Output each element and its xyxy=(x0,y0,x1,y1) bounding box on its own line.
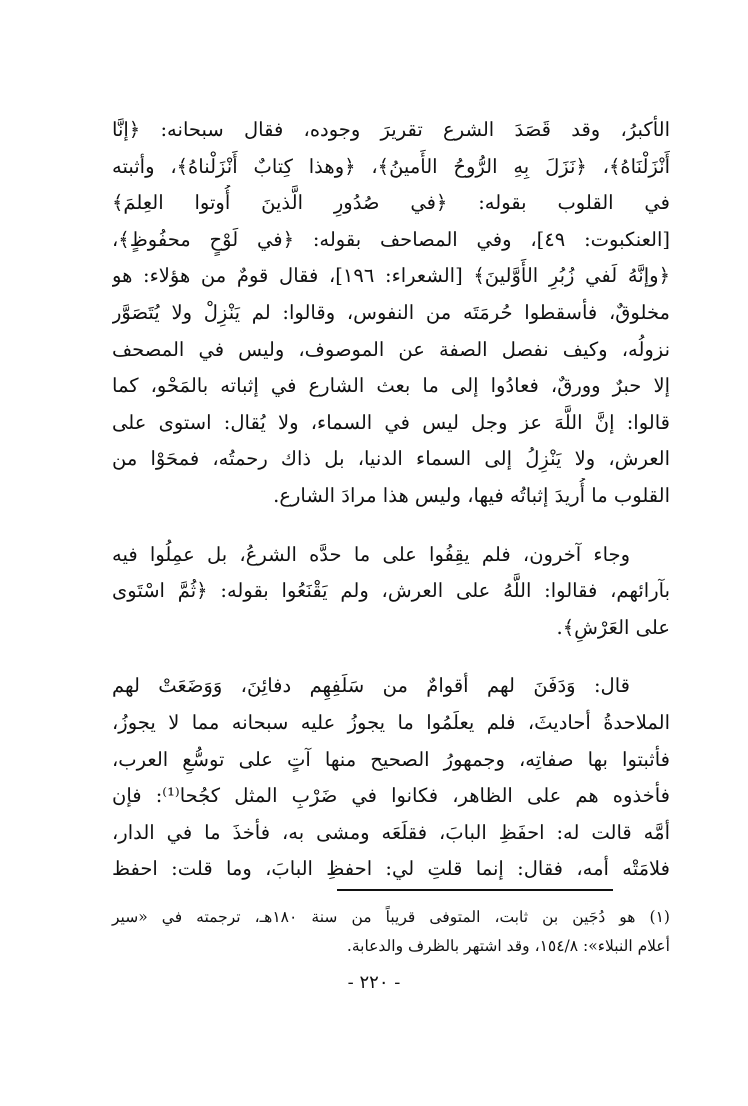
page-number: - ٢٢٠ - xyxy=(347,972,401,993)
text-line: نزولُه، وكيف نفصل الصفة عن الموصوف، وليس في المصحف xyxy=(112,337,670,361)
text-line: في القلوب بقوله: ﴿في صُدُورِ الَّذينَ أُوتوا العِلمَ﴾ xyxy=(112,191,670,215)
text-line: قالوا: إنَّ اللَّهَ عز وجل ليس في السماء، ولا يُقال: استوى على xyxy=(112,410,670,434)
text-line: فأثبتوا بها صفاتِه، وجمهورُ الصحيح منها آتٍ على توسُّعِ العرب، xyxy=(112,747,670,771)
text-line: الأكبرُ، وقد قَصَدَ الشرع تقريرَ وجوده، فقال سبحانه: ﴿إنَّا xyxy=(112,118,670,141)
footnote-line: أعلام النبلاء»: ١٥٤/٨، وقد اشتهر بالظرف والدعابة. xyxy=(346,937,670,955)
footnote-divider xyxy=(337,889,613,891)
main-text xyxy=(112,112,670,888)
text-line: فأخذوه هم على الظاهر، فكانوا في ضَرْبِ المثل كجُحا⁽¹⁾: فإن xyxy=(112,784,670,808)
paragraph xyxy=(112,668,670,888)
text-line: قال: وَدَفَنَ لهم أقوامٌ من سَلَفِهِم دفائِنَ، وَوَضَعَتْ لهم xyxy=(112,674,630,698)
text-line: بآرائهم، فقالوا: اللَّهُ على العرش، ولم يَقْنَعُوا بقوله: ﴿ثُمَّ اسْتَوى xyxy=(112,579,670,603)
paragraph-gap xyxy=(112,646,670,668)
paragraph-gap xyxy=(112,515,670,537)
text-line: إلا حبرٌ وورقٌ، فعادُوا إلى ما بعث الشارع في إثباته بالمَحْو، كما xyxy=(112,374,670,398)
text-line: وجاء آخرون، فلم يقِفُوا على ما حدَّه الشرعُ، بل عمِلُوا فيه xyxy=(112,542,630,566)
text-line: على العَرْشِ﴾. xyxy=(556,615,670,639)
footnote-line: (١) هو دُجَين بن ثابت، المتوفى قريباً من سنة ١٨٠هـ، ترجمته في «سير xyxy=(112,908,670,926)
text-line: أمَّه قالت له: احفَظِ البابَ، فقلَعَه ومشى به، فأخذَ ما في الدار، xyxy=(112,820,670,844)
text-line: العرش، ولا يَنْزِلُ إلى السماء الدنيا، بل ذاك رحمتُه، فمحَوْا من xyxy=(112,447,670,471)
paragraph xyxy=(112,112,670,515)
text-line: ﴿وإنَّهُ لَفي زُبُرِ الأَوَّلينَ﴾ [الشعراء: ١٩٦]، فقال قومٌ من هؤلاء: هو xyxy=(112,264,670,288)
text-line: الملاحدةُ أحاديثَ، فلم يعلَمُوا ما يجوزُ عليه سبحانه مما لا يجوزُ، xyxy=(112,710,670,734)
text-line: أَنْزَلْنَاهُ﴾، ﴿نَزَلَ بِهِ الرُّوحُ الأَمينُ﴾، ﴿وهذا كِتابٌ أَنْزَلْناهُ﴾، وأثبته xyxy=(112,154,670,178)
text-line: [العنكبوت: ٤٩]، وفي المصاحف بقوله: ﴿في لَوْحٍ محفُوظٍ﴾، xyxy=(112,227,670,251)
paragraph xyxy=(112,537,670,647)
text-line: القلوب ما أُريدَ إثباتُه فيها، وليس هذا مرادَ الشارع. xyxy=(273,483,670,507)
text-line: مخلوقٌ، فأسقطوا حُرمَتَه من النفوس، وقالوا: لم يَنْزِلْ ولا يُتَصَوَّر xyxy=(112,300,670,324)
text-line: فلامَتْه أمه، فقال: إنما قلتِ لي: احفظِ البابَ، وما قلت: احفظ xyxy=(112,857,670,881)
footnotes xyxy=(112,903,670,961)
